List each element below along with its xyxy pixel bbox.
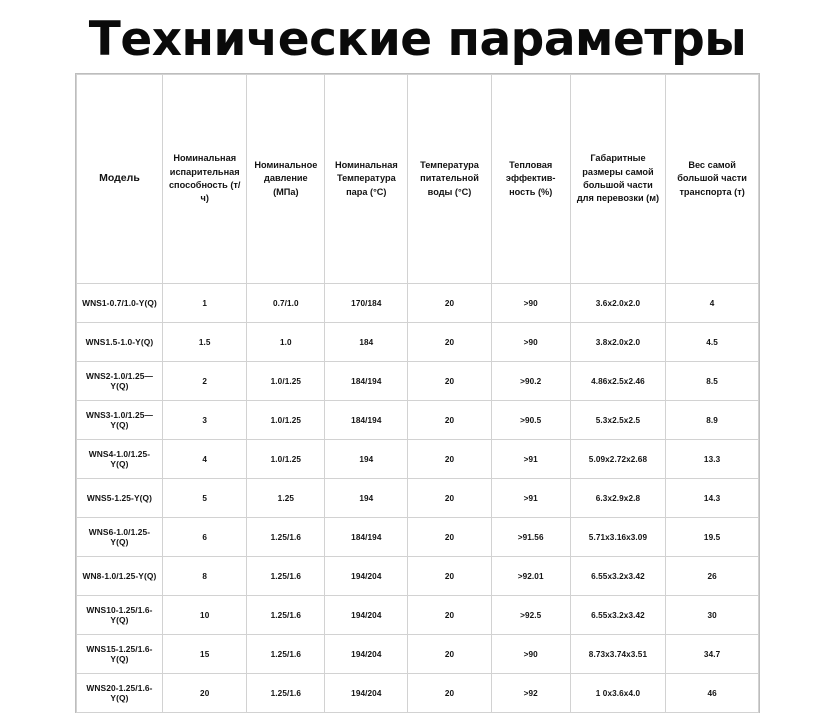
cell-feedwater-temperature: 20	[408, 440, 491, 479]
cell-weight: 8.9	[666, 401, 759, 440]
cell-capacity: 1	[162, 284, 247, 323]
cell-weight: 14.3	[666, 479, 759, 518]
cell-thermal-efficiency: >92	[491, 674, 570, 713]
page-title: Технические параметры	[88, 12, 747, 67]
cell-pressure: 1.25/1.6	[247, 635, 325, 674]
table-row	[77, 323, 759, 362]
cell-steam-temperature: 184/194	[325, 401, 408, 440]
cell-dimensions: 6.3x2.9x2.8	[570, 479, 665, 518]
cell-pressure: 1.25/1.6	[247, 557, 325, 596]
table-header	[77, 75, 759, 284]
cell-capacity: 20	[162, 674, 247, 713]
cell-feedwater-temperature: 20	[408, 635, 491, 674]
cell-steam-temperature: 194/204	[325, 557, 408, 596]
column-header-dimensions: Габаритные размеры самой большой части для перевозки (м)	[570, 75, 665, 284]
cell-thermal-efficiency: >90.2	[491, 362, 570, 401]
cell-capacity: 6	[162, 518, 247, 557]
column-header-capacity: Номинальная испарительная способность (т/ч)	[162, 75, 247, 284]
cell-dimensions: 4.86x2.5x2.46	[570, 362, 665, 401]
cell-capacity: 4	[162, 440, 247, 479]
table-row	[77, 479, 759, 518]
cell-thermal-efficiency: >92.01	[491, 557, 570, 596]
column-header-model: Модель	[77, 75, 163, 284]
cell-thermal-efficiency: >90	[491, 635, 570, 674]
cell-capacity: 3	[162, 401, 247, 440]
cell-thermal-efficiency: >91	[491, 440, 570, 479]
cell-model: WNS6-1.0/1.25-Y(Q)	[77, 518, 163, 557]
column-header-weight: Вес самой большой части транспорта (т)	[666, 75, 759, 284]
cell-dimensions: 3.8x2.0x2.0	[570, 323, 665, 362]
cell-steam-temperature: 194	[325, 440, 408, 479]
cell-model: WNS2-1.0/1.25—Y(Q)	[77, 362, 163, 401]
cell-steam-temperature: 194	[325, 479, 408, 518]
cell-model: WNS15-1.25/1.6-Y(Q)	[77, 635, 163, 674]
cell-dimensions: 1 0x3.6x4.0	[570, 674, 665, 713]
cell-steam-temperature: 194/204	[325, 635, 408, 674]
cell-steam-temperature: 184/194	[325, 362, 408, 401]
cell-dimensions: 8.73x3.74x3.51	[570, 635, 665, 674]
cell-capacity: 5	[162, 479, 247, 518]
cell-thermal-efficiency: >90	[491, 323, 570, 362]
cell-weight: 26	[666, 557, 759, 596]
cell-steam-temperature: 184	[325, 323, 408, 362]
cell-dimensions: 6.55x3.2x3.42	[570, 557, 665, 596]
cell-pressure: 1.25/1.6	[247, 518, 325, 557]
cell-feedwater-temperature: 20	[408, 557, 491, 596]
cell-steam-temperature: 170/184	[325, 284, 408, 323]
cell-model: WNS1.5-1.0-Y(Q)	[77, 323, 163, 362]
cell-model: WNS3-1.0/1.25—Y(Q)	[77, 401, 163, 440]
table-body	[77, 284, 759, 713]
cell-model: WN8-1.0/1.25-Y(Q)	[77, 557, 163, 596]
table-row	[77, 401, 759, 440]
column-header-steam-temperature: Номинальная Температура пара (°C)	[325, 75, 408, 284]
cell-feedwater-temperature: 20	[408, 401, 491, 440]
cell-dimensions: 5.3x2.5x2.5	[570, 401, 665, 440]
cell-feedwater-temperature: 20	[408, 362, 491, 401]
column-header-thermal-efficiency: Тепловая эффектив-ность (%)	[491, 75, 570, 284]
cell-steam-temperature: 194/204	[325, 596, 408, 635]
table-row	[77, 557, 759, 596]
cell-thermal-efficiency: >91	[491, 479, 570, 518]
cell-steam-temperature: 194/204	[325, 674, 408, 713]
cell-feedwater-temperature: 20	[408, 284, 491, 323]
cell-feedwater-temperature: 20	[408, 323, 491, 362]
cell-model: WNS4-1.0/1.25-Y(Q)	[77, 440, 163, 479]
cell-thermal-efficiency: >90	[491, 284, 570, 323]
cell-model: WNS10-1.25/1.6-Y(Q)	[77, 596, 163, 635]
cell-weight: 30	[666, 596, 759, 635]
table-row	[77, 440, 759, 479]
cell-thermal-efficiency: >91.56	[491, 518, 570, 557]
table-row	[77, 518, 759, 557]
cell-thermal-efficiency: >90.5	[491, 401, 570, 440]
spec-table	[76, 74, 759, 713]
cell-pressure: 1.0/1.25	[247, 440, 325, 479]
cell-thermal-efficiency: >92.5	[491, 596, 570, 635]
cell-model: WNS20-1.25/1.6-Y(Q)	[77, 674, 163, 713]
column-header-feedwater-temperature: Температура питательной воды (°C)	[408, 75, 491, 284]
cell-pressure: 1.25/1.6	[247, 674, 325, 713]
cell-model: WNS5-1.25-Y(Q)	[77, 479, 163, 518]
cell-dimensions: 5.09x2.72x2.68	[570, 440, 665, 479]
cell-weight: 13.3	[666, 440, 759, 479]
cell-dimensions: 5.71x3.16x3.09	[570, 518, 665, 557]
cell-pressure: 1.25	[247, 479, 325, 518]
cell-weight: 34.7	[666, 635, 759, 674]
cell-feedwater-temperature: 20	[408, 479, 491, 518]
cell-capacity: 1.5	[162, 323, 247, 362]
cell-weight: 4.5	[666, 323, 759, 362]
cell-pressure: 1.0	[247, 323, 325, 362]
cell-pressure: 1.25/1.6	[247, 596, 325, 635]
cell-capacity: 15	[162, 635, 247, 674]
table-row	[77, 362, 759, 401]
column-header-pressure: Номинальное давление (МПа)	[247, 75, 325, 284]
cell-capacity: 10	[162, 596, 247, 635]
spec-table-container	[75, 73, 760, 713]
cell-capacity: 8	[162, 557, 247, 596]
cell-capacity: 2	[162, 362, 247, 401]
cell-model: WNS1-0.7/1.0-Y(Q)	[77, 284, 163, 323]
table-row	[77, 596, 759, 635]
cell-pressure: 1.0/1.25	[247, 401, 325, 440]
table-header-row	[77, 75, 759, 284]
cell-feedwater-temperature: 20	[408, 518, 491, 557]
cell-weight: 46	[666, 674, 759, 713]
cell-steam-temperature: 184/194	[325, 518, 408, 557]
cell-feedwater-temperature: 20	[408, 596, 491, 635]
cell-pressure: 1.0/1.25	[247, 362, 325, 401]
cell-weight: 8.5	[666, 362, 759, 401]
table-row	[77, 635, 759, 674]
cell-weight: 19.5	[666, 518, 759, 557]
table-row	[77, 284, 759, 323]
table-row	[77, 674, 759, 713]
cell-weight: 4	[666, 284, 759, 323]
cell-pressure: 0.7/1.0	[247, 284, 325, 323]
cell-dimensions: 3.6x2.0x2.0	[570, 284, 665, 323]
cell-feedwater-temperature: 20	[408, 674, 491, 713]
cell-dimensions: 6.55x3.2x3.42	[570, 596, 665, 635]
